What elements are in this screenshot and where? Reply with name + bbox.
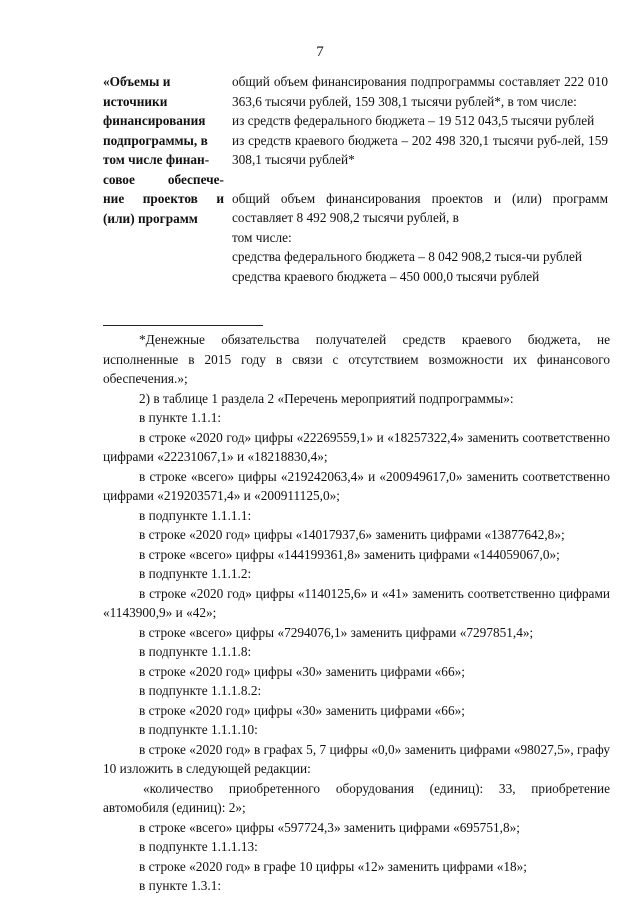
- passport-section-content: [232, 72, 608, 286]
- label-line: подпрограммы, в: [103, 132, 208, 148]
- page-number: 7: [316, 44, 324, 60]
- label-line: «Объемы и: [103, 74, 171, 89]
- paragraph: в строке «2020 год» в графе 10 цифры «12» заменить цифрами «18»;: [139, 858, 528, 874]
- label-line: финансирования: [103, 113, 206, 128]
- paragraph: в строке «2020 год» цифры «30» заменить цифрами «66»;: [139, 702, 465, 718]
- paragraph: в строке «всего» цифры «219242063,4» и «200949617,0» заменить соответственно цифрами «219203571,4» и «200911125,0»;: [103, 468, 610, 503]
- projects-funding-regional: средства краевого бюджета – 450 000,0 тысячи рублей: [232, 268, 540, 284]
- paragraph: в строке «2020 год» цифры «30» заменить цифрами «66»;: [139, 663, 465, 679]
- spacer: [232, 170, 608, 189]
- paragraph: в строке «всего» цифры «7294076,1» заменить цифрами «7297851,4»;: [139, 624, 534, 640]
- paragraph: в подпункте 1.1.1.2:: [139, 566, 252, 581]
- paragraph: в подпункте 1.1.1.13:: [139, 839, 258, 854]
- paragraph: в подпункте 1.1.1.1:: [139, 507, 252, 523]
- paragraph: 2) в таблице 1 раздела 2 «Перечень мероприятий подпрограммы»:: [139, 390, 514, 406]
- funding-federal: из средств федерального бюджета – 19 512 043,5 тысячи рублей: [232, 113, 595, 128]
- paragraph: в подпункте 1.1.1.8.2:: [139, 683, 262, 698]
- funding-total: общий объем финансирования подпрограммы составляет 222 010 363,6 тысячи рублей, 159 308,1 тысячи рублей*, в том числе:: [232, 74, 608, 109]
- label-line: (или) программ: [103, 210, 198, 226]
- paragraph: в подпункте 1.1.1.10:: [139, 722, 258, 737]
- footnote-divider: [103, 325, 263, 326]
- paragraph: в строке «2020 год» цифры «22269559,1» и «18257322,4» заменить соответственно цифрами «22231067,1» и «18218830,4»;: [103, 429, 610, 464]
- document-body: [103, 330, 610, 896]
- quoted-edition: «количество приобретенного оборудования (единиц): 33, приобретение автомобиля (единиц): 2»;: [103, 780, 610, 815]
- paragraph: в подпункте 1.1.1.8:: [139, 644, 252, 659]
- paragraph: в строке «2020 год» цифры «14017937,6» заменить цифрами «13877642,8»;: [139, 527, 565, 542]
- projects-funding-federal: средства федерального бюджета – 8 042 908,2 тыся-чи рублей: [232, 249, 583, 264]
- projects-funding-total: общий объем финансирования проектов и (или) программ составляет 8 492 908,2 тысячи рублей, в: [232, 190, 608, 225]
- label-line: источники: [103, 93, 168, 109]
- projects-funding-including: том числе:: [232, 229, 292, 245]
- passport-section-label: [103, 72, 224, 228]
- paragraph: в пункте 1.1.1:: [139, 410, 222, 425]
- footnote: *Денежные обязательства получателей средств краевого бюджета, не исполненные в 2015 году в связи с отсутствием возможности их финансового обеспечения.»;: [103, 332, 610, 386]
- label-line: ние проектов и: [103, 191, 224, 206]
- label-line: том числе финан-: [103, 152, 210, 167]
- paragraph: в строке «всего» цифры «597724,3» заменить цифрами «695751,8»;: [139, 819, 520, 835]
- paragraph: в пункте 1.3.1:: [139, 878, 222, 893]
- paragraph: в строке «2020 год» цифры «1140125,6» и «41» заменить соответственно цифрами «1143900,9» и «42»;: [103, 585, 610, 620]
- paragraph: в строке «2020 год» в графах 5, 7 цифры «0,0» заменить цифрами «98027,5», графу 10 изложить в следующей редакции:: [103, 741, 610, 776]
- paragraph: в строке «всего» цифры «144199361,8» заменить цифрами «144059067,0»;: [139, 546, 560, 562]
- funding-regional: из средств краевого бюджета – 202 498 320,1 тысячи руб-лей, 159 308,1 тысячи рублей*: [232, 132, 608, 167]
- label-line: совое обеспече-: [103, 171, 224, 187]
